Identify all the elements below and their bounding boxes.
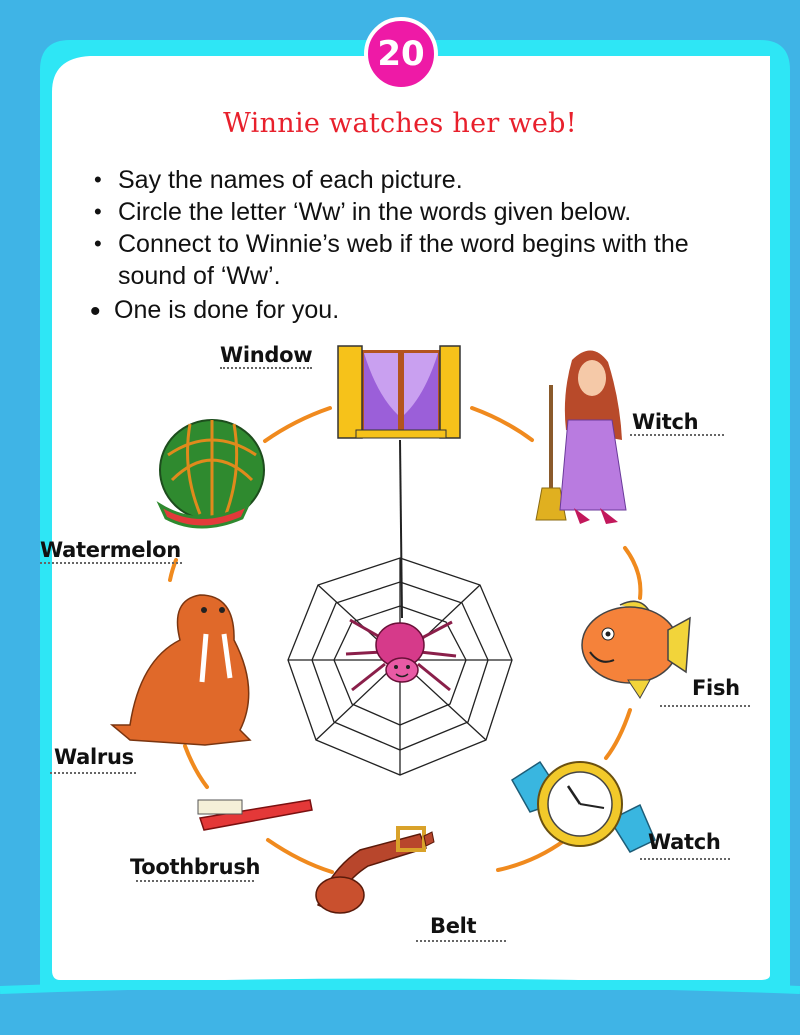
instruction-item: • Say the names of each picture. (92, 164, 732, 196)
toothbrush-picture[interactable] (198, 800, 312, 830)
label-toothbrush-dotline (136, 880, 254, 882)
witch-picture[interactable] (536, 350, 626, 524)
watch-picture[interactable] (512, 762, 655, 852)
label-watermelon: Watermelon (40, 538, 181, 562)
label-belt: Belt (430, 914, 477, 938)
walrus-picture[interactable] (112, 595, 250, 745)
instruction-item: • Connect to Winnie’s web if the word begins with the sound of ‘Ww’. (92, 228, 732, 292)
page-title: Winnie watches her web! (223, 108, 577, 139)
label-toothbrush: Toothbrush (130, 855, 261, 879)
instruction-item: • Circle the letter ‘Ww’ in the words given below. (92, 196, 732, 228)
label-watermelon-dotline (40, 562, 182, 564)
label-witch: Witch (632, 410, 699, 434)
label-walrus-dotline (50, 772, 136, 774)
belt-picture[interactable] (316, 828, 434, 913)
fish-picture[interactable] (582, 601, 690, 698)
label-witch-dotline (630, 434, 724, 436)
label-walrus: Walrus (54, 745, 134, 769)
spider-picture[interactable] (346, 620, 456, 690)
page-number: 20 (377, 34, 425, 74)
window-picture[interactable] (338, 346, 460, 438)
watermelon-picture[interactable] (160, 420, 264, 527)
label-watch-dotline (640, 858, 730, 860)
label-fish-dotline (660, 705, 750, 707)
label-window-dotline (220, 367, 312, 369)
label-watch: Watch (648, 830, 721, 854)
label-belt-dotline (416, 940, 506, 942)
label-window: Window (220, 343, 313, 367)
label-fish: Fish (692, 676, 740, 700)
instruction-item: • One is done for you. (92, 294, 732, 326)
